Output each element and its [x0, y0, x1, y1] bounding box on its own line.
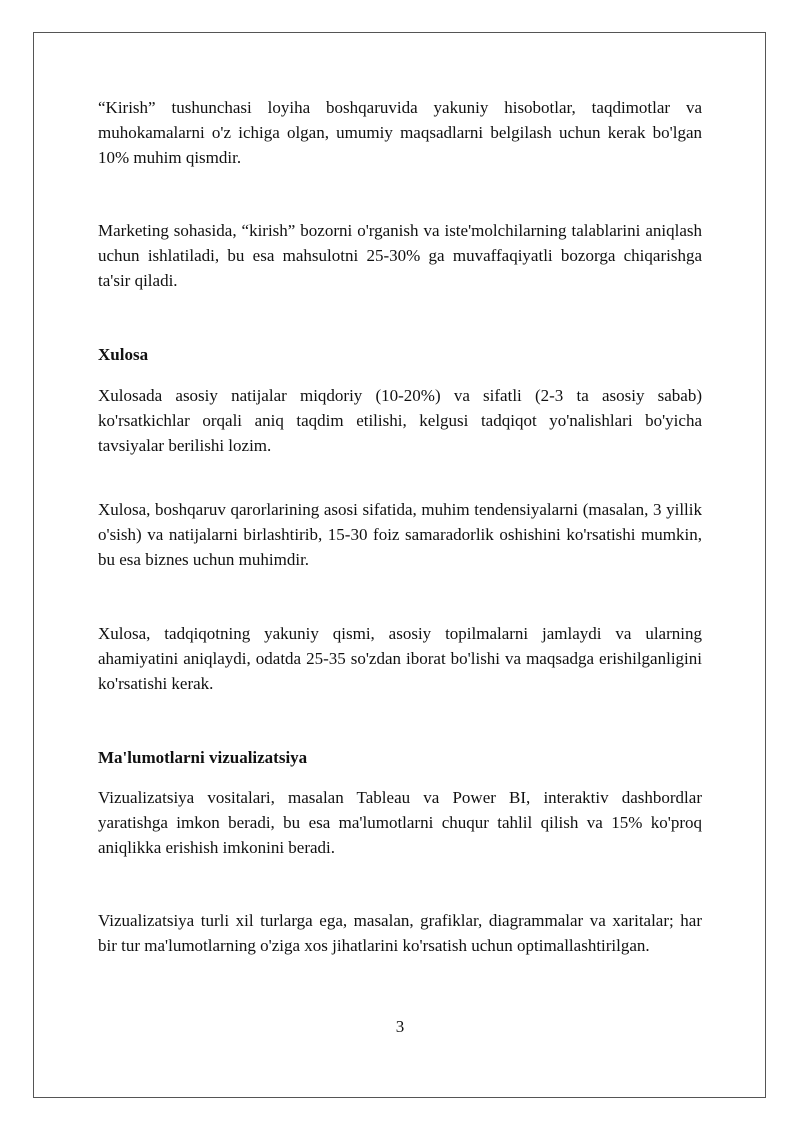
xulosa-paragraph-2: Xulosa, boshqaruv qarorlarining asosi sifatida, muhim tendensiyalarni (masalan, 3 yillik o'sish) va natijalarni birlashtirib, 15-30 foiz samaradorlik oshishini ko'rsatishi mumkin, bu esa biznes uchun muhimdir. [98, 500, 702, 569]
xulosa-heading: Xulosa [98, 345, 149, 364]
xulosa-paragraph-1: Xulosada asosiy natijalar miqdoriy (10-20%) va sifatli (2-3 ta asosiy sabab) ko'rsatkichlar orqali aniq taqdim etilishi, kelgusi tadqiqot yo'nalishlari bo'yicha tavsiyalar berilishi lozim. [98, 386, 702, 455]
vizualizatsiya-paragraph-1: Vizualizatsiya vositalari, masalan Tableau va Power BI, interaktiv dashbordlar yaratishga imkon beradi, bu esa ma'lumotlarni chuqur tahlil qilish va 15% ko'proq aniqlikka erishish imkonini beradi. [98, 788, 702, 857]
page-number: 3 [395, 1017, 405, 1036]
intro-paragraph-1: “Kirish” tushunchasi loyiha boshqaruvida yakuniy hisobotlar, taqdimotlar va muhokamalarni o'z ichiga olgan, umumiy maqsadlarni belgilash uchun kerak bo'lgan 10% muhim qismdir. [98, 98, 702, 167]
vizualizatsiya-heading: Ma'lumotlarni vizualizatsiya [98, 748, 308, 767]
intro-paragraph-2: Marketing sohasida, “kirish” bozorni o'rganish va iste'molchilarning talablarini aniqlash uchun ishlatiladi, bu esa mahsulotni 25-30% ga muvaffaqiyatli bozorga chiqarishga ta'sir qiladi. [98, 221, 702, 290]
xulosa-paragraph-3: Xulosa, tadqiqotning yakuniy qismi, asosiy topilmalarni jamlaydi va ularning ahamiyatini aniqlaydi, odatda 25-35 so'zdan iborat bo'lishi va maqsadga erishilganligini ko'rsatishi kerak. [98, 624, 702, 693]
vizualizatsiya-paragraph-2: Vizualizatsiya turli xil turlarga ega, masalan, grafiklar, diagrammalar va xaritalar; har bir tur ma'lumotlarning o'ziga xos jihatlarini ko'rsatish uchun optimallashtirilgan. [98, 911, 702, 955]
